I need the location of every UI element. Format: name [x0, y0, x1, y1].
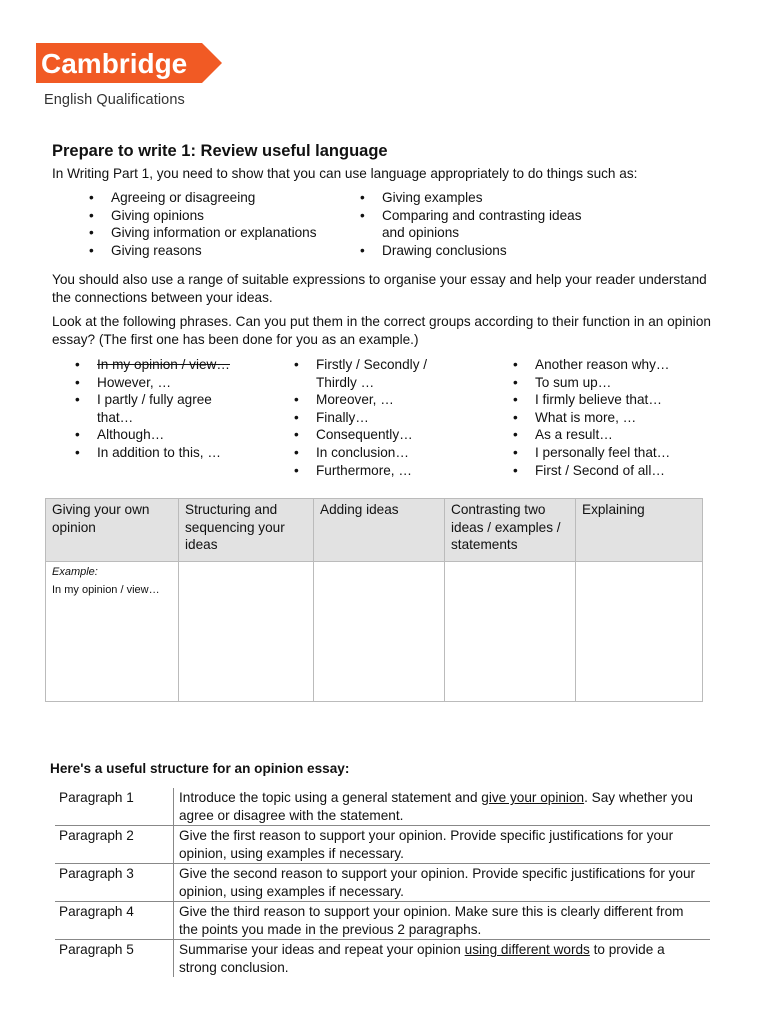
table-row: [55, 864, 710, 902]
list-item: • Furthermore, …: [292, 462, 462, 480]
list-item: • Giving information or explanations: [87, 224, 347, 242]
page-title: Prepare to write 1: Review useful language: [52, 142, 388, 160]
list-item: • In addition to this, …: [73, 444, 263, 462]
functions-list-right: [358, 189, 598, 259]
list-item: • To sum up…: [511, 374, 711, 392]
paragraph-description: Give the second reason to support your opinion. Provide specific justifications for your opinion, using examples if necessary.: [174, 864, 711, 902]
list-item: • As a result…: [511, 426, 711, 444]
list-item: • Comparing and contrasting ideas and opinions: [358, 207, 582, 242]
paragraph-label: Paragraph 4: [59, 904, 134, 919]
paragraph-label: Paragraph 3: [59, 866, 134, 881]
list-item: • Giving examples: [358, 189, 598, 207]
instructions-paragraph: Look at the following phrases. Can you put them in the correct groups according to their function in an opinion essay? (The first one has been done for you as an example.): [52, 314, 711, 347]
list-item: • Drawing conclusions: [358, 242, 598, 260]
brand-subtitle: English Qualifications: [44, 92, 185, 108]
list-item: • Another reason why…: [511, 356, 711, 374]
list-item: • I firmly believe that…: [511, 391, 711, 409]
structure-title: Here's a useful structure for an opinion essay:: [50, 761, 350, 776]
cambridge-logo: [36, 43, 222, 83]
column-header-opinion: Giving your own opinion: [46, 499, 179, 562]
phrase-groups-table: [45, 498, 703, 702]
intro-text: In Writing Part 1, you need to show that you can use language appropriately to do things such as:: [52, 166, 638, 181]
list-item: • First / Second of all…: [511, 462, 711, 480]
list-item: • Moreover, …: [292, 391, 462, 409]
phrases-column-1: [73, 356, 263, 462]
paragraph-label: Paragraph 2: [59, 828, 134, 843]
table-row: [55, 826, 710, 864]
answer-cell-explaining[interactable]: [576, 562, 703, 702]
list-item: • I personally feel that…: [511, 444, 711, 462]
organise-paragraph: You should also use a range of suitable expressions to organise your essay and help your reader understand the connections between your ideas.: [52, 272, 707, 305]
list-item: • Consequently…: [292, 426, 462, 444]
table-row: [55, 902, 710, 940]
answer-cell-structuring[interactable]: [179, 562, 314, 702]
paragraph-description: Give the third reason to support your opinion. Make sure this is clearly different from the points you made in the previous 2 paragraphs.: [174, 902, 711, 940]
functions-list-left: [87, 189, 347, 259]
paragraph-label: Paragraph 5: [59, 942, 134, 957]
list-item: • In my opinion / view…: [73, 356, 263, 374]
list-item: • Agreeing or disagreeing: [87, 189, 347, 207]
answer-cell-adding[interactable]: [314, 562, 445, 702]
column-header-contrasting: Contrasting two ideas / examples / statements: [445, 499, 576, 562]
answer-cell-opinion[interactable]: [46, 562, 179, 702]
list-item: • In conclusion…: [292, 444, 462, 462]
list-item: • I partly / fully agree that…: [73, 391, 227, 426]
list-item: • Although…: [73, 426, 263, 444]
list-item: • Giving opinions: [87, 207, 347, 225]
paragraph-description: Give the first reason to support your opinion. Provide specific justifications for your opinion, using examples if necessary.: [174, 826, 711, 864]
phrases-column-3: [511, 356, 711, 479]
answer-cell-contrasting[interactable]: [445, 562, 576, 702]
paragraph-label: Paragraph 1: [59, 790, 134, 805]
example-label: Example:: [52, 566, 98, 578]
list-item: • Giving reasons: [87, 242, 347, 260]
table-row: [55, 788, 710, 826]
paragraph-description: Summarise your ideas and repeat your opinion using different words to provide a strong conclusion.: [174, 940, 711, 978]
list-item: • What is more, …: [511, 409, 711, 427]
paragraph-description: Introduce the topic using a general statement and give your opinion. Say whether you agree or disagree with the statement.: [174, 788, 711, 826]
brand-name: Cambridge: [41, 48, 188, 79]
column-header-explaining: Explaining: [576, 499, 703, 562]
essay-structure-table: [55, 788, 710, 977]
column-header-adding: Adding ideas: [314, 499, 445, 562]
example-text: In my opinion / view…: [52, 584, 160, 596]
list-item: • However, …: [73, 374, 263, 392]
list-item: • Finally…: [292, 409, 462, 427]
list-item: • Firstly / Secondly / Thirdly …: [292, 356, 441, 391]
column-header-structuring: Structuring and sequencing your ideas: [179, 499, 314, 562]
phrases-column-2: [292, 356, 462, 479]
table-row: [55, 940, 710, 978]
